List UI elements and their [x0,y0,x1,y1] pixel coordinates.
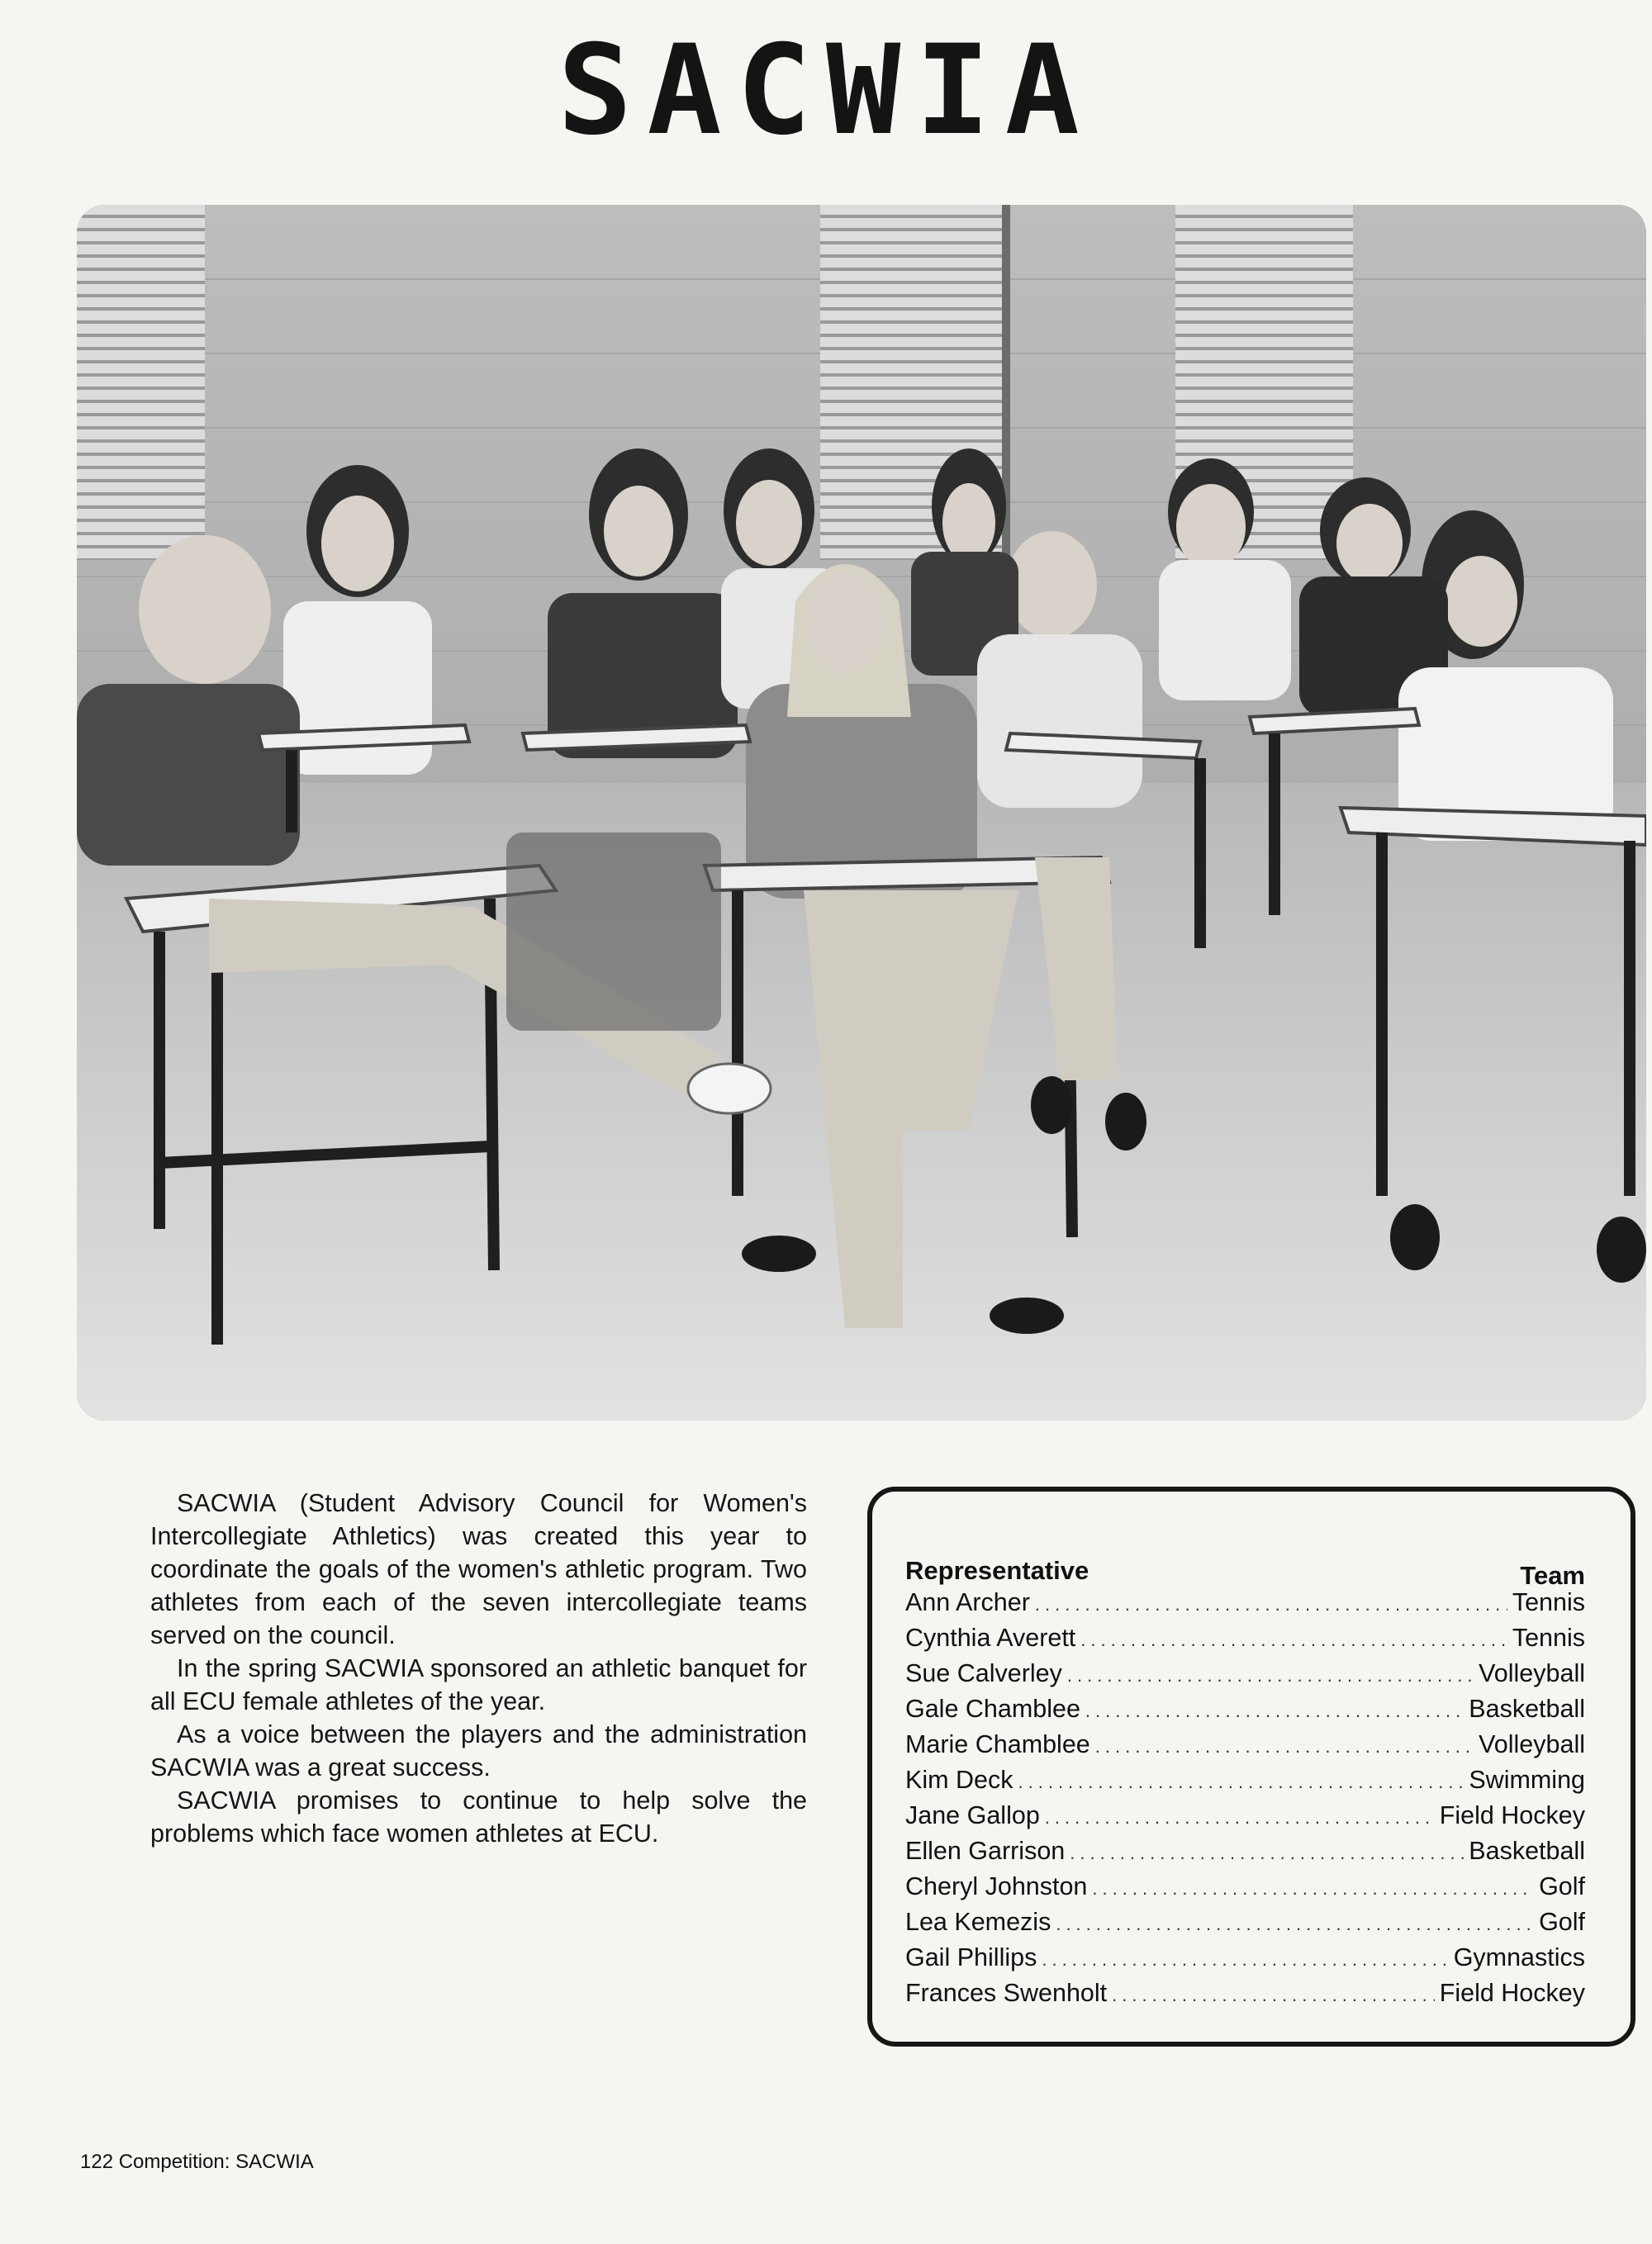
roster-row [905,1905,1585,1941]
roster-header [905,1554,1585,1590]
roster-name: Lea Kemezis [905,1908,1051,1936]
roster-row [905,1657,1585,1692]
page-footer: 122 Competition: SACWIA [80,2151,314,2173]
leader-dots [1067,1659,1474,1692]
article-text [150,1487,807,1850]
leader-dots [1092,1872,1534,1905]
page-title: SACWIA [558,19,1094,163]
roster-team: Field Hockey [1439,1979,1585,2007]
roster-name: Cheryl Johnston [905,1872,1088,1900]
roster-row [905,1976,1585,2012]
roster-name: Ann Archer [905,1588,1030,1616]
leader-dots [1085,1695,1464,1728]
roster-header-team: Team [1520,1561,1585,1590]
roster-team: Volleyball [1479,1659,1585,1687]
leader-dots [1042,1943,1448,1976]
roster-name: Sue Calverley [905,1659,1062,1687]
leader-dots [1070,1837,1464,1870]
group-photo [77,205,1646,1421]
leader-dots [1045,1801,1435,1834]
roster-name: Marie Chamblee [905,1730,1090,1758]
roster-table [867,1487,1635,2047]
leader-dots [1035,1588,1507,1621]
roster-team: Volleyball [1479,1730,1585,1758]
leader-dots [1080,1624,1507,1657]
roster-header-representative: Representative [905,1556,1089,1585]
roster-name: Jane Gallop [905,1801,1040,1829]
roster-name: Kim Deck [905,1766,1014,1794]
roster-name: Ellen Garrison [905,1837,1066,1865]
roster-row [905,1586,1585,1621]
article-paragraph: SACWIA (Student Advisory Council for Women's Intercollegiate Athletics) was created this year to coordinate the goals of the women's athletic program. Two athletes from each of the seven intercollegiate teams served on the council. [150,1489,807,1649]
leader-dots [1056,1908,1534,1941]
roster-name: Gail Phillips [905,1943,1037,1971]
leader-dots [1112,1979,1435,2012]
roster-row [905,1870,1585,1905]
roster-team: Swimming [1469,1766,1585,1794]
roster-name: Frances Swenholt [905,1979,1108,2007]
roster-row [905,1834,1585,1870]
article-paragraph: In the spring SACWIA sponsored an athletic banquet for all ECU female athletes of the year. [150,1654,807,1715]
roster-team: Field Hockey [1439,1801,1585,1829]
roster-name: Cynthia Averett [905,1624,1076,1652]
roster-team: Golf [1539,1908,1585,1936]
leader-dots [1018,1766,1464,1799]
roster-row [905,1692,1585,1728]
roster-team: Basketball [1469,1695,1585,1723]
article-paragraph: SACWIA promises to continue to help solve the problems which face women athletes at ECU. [150,1786,807,1848]
roster-team: Tennis [1512,1624,1585,1652]
roster-row [905,1799,1585,1834]
roster-row [905,1763,1585,1799]
roster-row [905,1728,1585,1763]
leader-dots [1095,1730,1474,1763]
roster-team: Gymnastics [1453,1943,1585,1971]
roster-team: Tennis [1512,1588,1585,1616]
roster-team: Golf [1539,1872,1585,1900]
roster-rows [905,1586,1585,2012]
roster-name: Gale Chamblee [905,1695,1080,1723]
article-paragraph: As a voice between the players and the administration SACWIA was a great success. [150,1720,807,1781]
roster-row [905,1621,1585,1657]
roster-row [905,1941,1585,1976]
roster-team: Basketball [1469,1837,1585,1865]
